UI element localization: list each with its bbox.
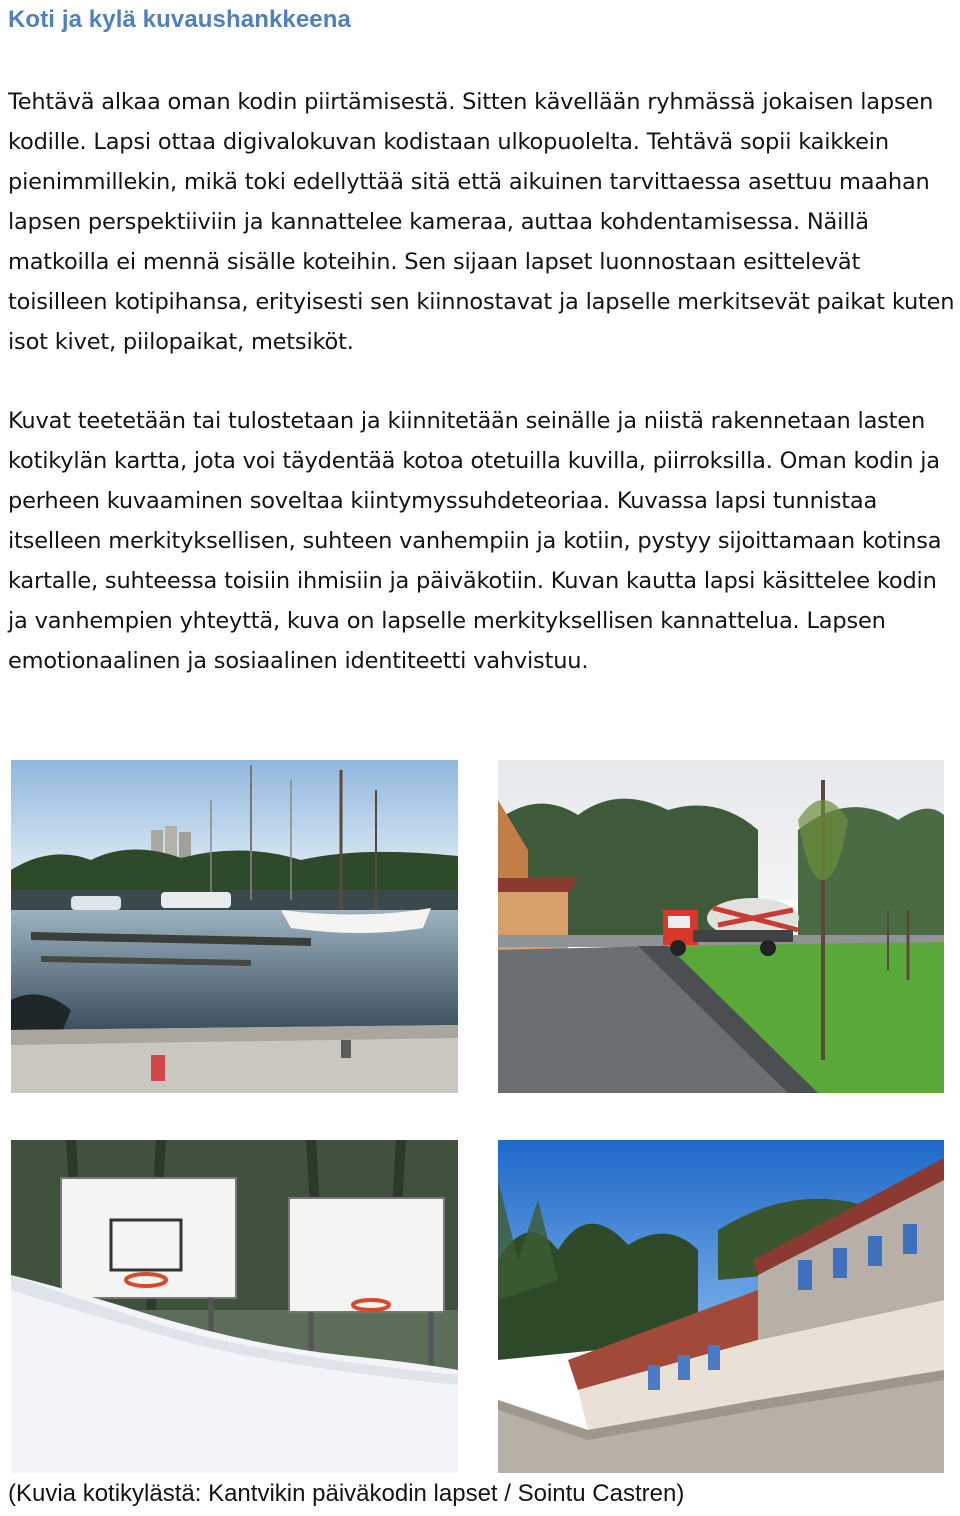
street-photo [498,760,944,1093]
page-title: Koti ja kylä kuvaushankkeena [8,6,351,33]
basketball-photo [11,1140,458,1473]
body-paragraph: Tehtävä alkaa oman kodin piirtämisestä. Sitten kävellään ryhmässä jokaisen lapsen kodille. Lapsi ottaa digivalokuvan kodistaan ulkopuolelta. Tehtävä sopii kaikkein pienimmillekin, mikä toki edellyttää sitä että aikuinen tarvittaessa asettuu maahan lapsen perspektiiviin ja kannattelee kameraa, auttaa kohdentamisessa. Näillä matkoilla ei mennä sisälle koteihin. Sen sijaan lapset luonnostaan esittelevät toisilleen kotipihansa, erityisesti sen kiinnostavat ja lapselle merkitsevät paikat kuten isot kivet, piilopaikat, metsiköt. [8,89,955,355]
harbor-photo [11,760,458,1093]
photo-caption: (Kuvia kotikylästä: Kantvikin päiväkodin lapset / Sointu Castren) [8,1480,685,1507]
body-paragraph: Kuvat teetetään tai tulostetaan ja kiinnitetään seinälle ja niistä rakennetaan lasten kotikylän kartta, jota voi täydentää kotoa otetuilla kuvilla, piirroksilla. Oman kodin ja perheen kuvaaminen soveltaa kiintymyssuhdeteoriaa. Kuvassa lapsi tunnistaa itselleen merkityksellisen, suhteen vanhempiin ja kotiin, pystyy sijoittamaan kotinsa kartalle, suhteessa toisiin ihmisiin ja päiväkotiin. Kuvan kautta lapsi käsittelee kodin ja vanhempien yhteyttä, kuva on lapselle merkityksellisen kannattelua. Lapsen emotionaalinen ja sosiaalinen identiteetti vahvistuu. [8,408,942,674]
daycare-photo [498,1140,944,1473]
